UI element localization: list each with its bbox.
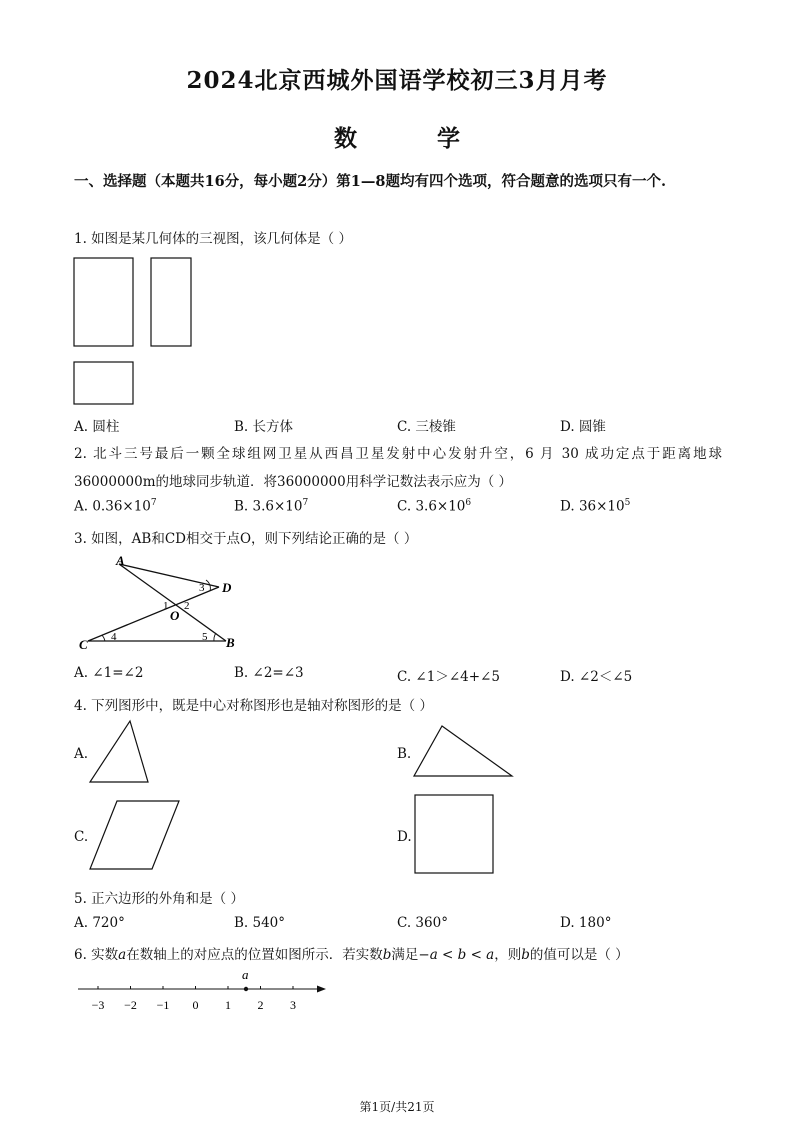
axis-tick-label: 0 [192,998,199,1012]
q4-option-b-label: B. [397,746,412,762]
q2-option-a: A. $0.36\times 10^7$ [74,498,157,515]
q5-option-c: C. 360° [397,915,448,931]
q3-intersecting-lines-figure [74,553,244,653]
question-2-stem-line2: 36000000m的地球同步轨道．将36000000用科学记数法表示应为（ ） [74,474,513,490]
q2-option-b: B. $3.6\times 10^7$ [234,498,309,515]
page-footer: 第1页/共21页 [359,1100,435,1114]
question-2-stem-line1: 2. 北斗三号最后一颗全球组网卫星从西昌卫星发射中心发射升空，6 月 30 成功定点于距离地球 [74,446,722,462]
page-title: 2024北京西城外国语学校初三3月月考 [186,67,608,94]
label-d: D [222,580,232,595]
front-view [74,258,133,346]
angle-3: 3 [199,582,205,594]
label-o: O [170,608,180,623]
q4-option-a-label: A. [74,746,89,762]
q3-option-d: D. ∠2＜∠5 [560,669,633,685]
q1-option-d: D. 圆锥 [560,419,606,435]
axis-tick-label: −3 [91,998,105,1012]
q1-option-a: A. 圆柱 [74,419,120,435]
label-b: B [226,635,235,650]
segment-cd [88,587,219,641]
q4-option-b-right-triangle [410,722,516,780]
q1-option-b: B. 长方体 [234,419,294,435]
question-5-stem: 5. 正六边形的外角和是（ ） [74,891,244,907]
section-heading: 一、选择题（本题共16分，每小题2分）第1—8题均有四个选项，符合题意的选项只有一个. [74,173,666,190]
axis-tick-label: 3 [290,998,296,1012]
question-3-stem: 3. 如图，AB和CD相交于点O，则下列结论正确的是（ ） [74,531,418,547]
q3-option-c: C. ∠1＞∠4+∠5 [397,669,500,685]
top-view [74,362,133,404]
q3-option-a: A. ∠1=∠2 [74,665,144,681]
axis-tick-label: 2 [257,998,264,1012]
q5-option-b: B. 540° [234,915,286,931]
q5-option-d: D. 180° [560,915,612,931]
question-6-stem: 6. 实数a在数轴上的对应点的位置如图所示．若实数b满足−a < b < a，则b的值可以是（ ） [74,947,629,963]
point-a-label: a [242,967,249,982]
q4-option-c-label: C. [74,829,89,845]
side-view [151,258,191,346]
axis-tick-label: 1 [225,998,231,1012]
label-c: C [79,637,88,652]
q4-option-d-square [411,791,497,877]
question-4-stem: 4. 下列图形中，既是中心对称图形也是轴对称图形的是（ ） [74,698,433,714]
q2-option-c: C. $3.6\times 10^6$ [397,498,472,515]
q4-option-d-label: D. [397,829,412,845]
q6-number-line [74,966,334,1016]
q1-three-view-figure [70,254,200,410]
question-1-stem: 1. 如图是某几何体的三视图，该几何体是（ ） [74,231,352,247]
axis-tick-label: −2 [124,998,137,1012]
q2-option-d: D. $36\times 10^5$ [560,498,631,515]
angle-4: 4 [111,631,117,643]
angle-1: 1 [163,600,169,612]
angle-5: 5 [202,631,208,643]
axis-tick-label: −1 [156,998,170,1012]
segment-ab [119,564,226,641]
q1-option-c: C. 三棱锥 [397,419,456,435]
subject-heading: 数 学 [333,125,496,152]
angle-2: 2 [184,600,190,612]
q4-option-c-parallelogram [86,797,182,873]
arrow-icon [317,986,326,993]
q3-option-b: B. ∠2=∠3 [234,665,304,681]
q4-option-a-triangle [86,716,152,788]
label-a: A [116,553,125,568]
point-a [244,987,248,991]
q5-option-a: A. 720° [74,915,125,931]
